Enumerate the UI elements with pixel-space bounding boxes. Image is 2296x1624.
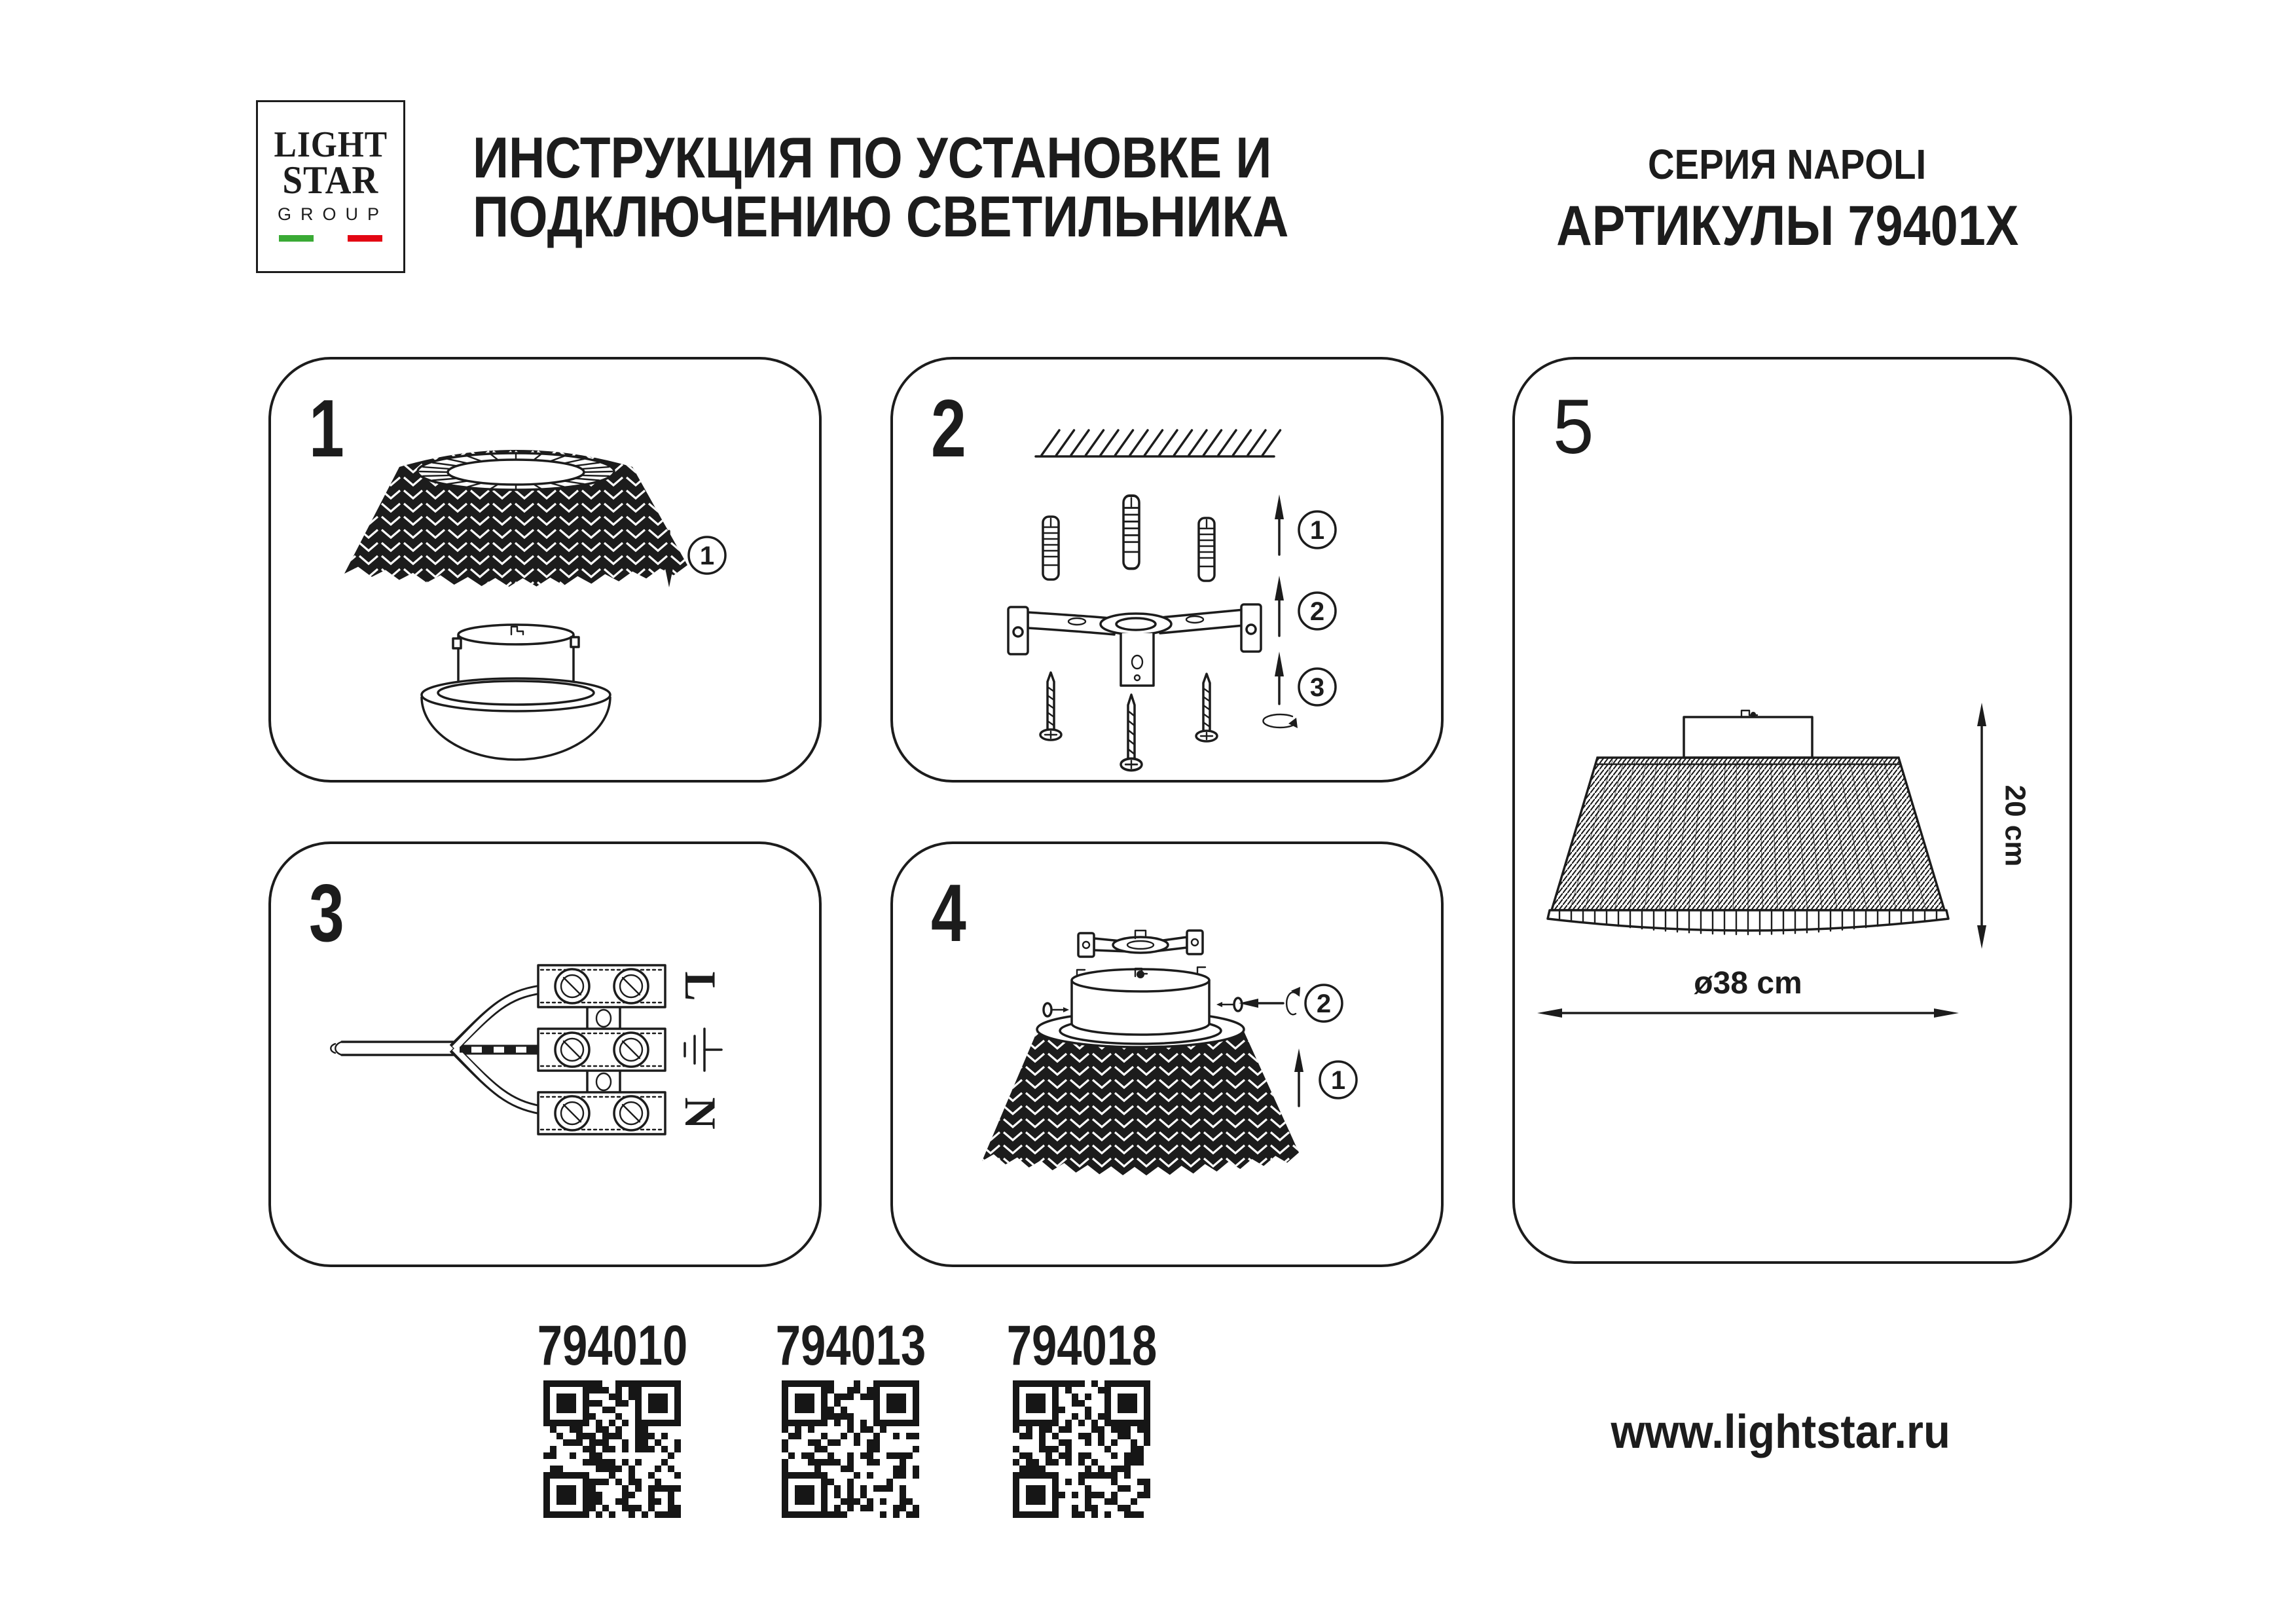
flag-green (279, 235, 314, 242)
screw-in-arrow-icon (1263, 652, 1298, 728)
fasten-screw-arrow-icon (1239, 987, 1300, 1014)
step-1-illustration (268, 357, 822, 783)
flag-red (348, 235, 382, 242)
svg-text:1: 1 (1330, 1066, 1346, 1095)
diameter-dimension-label: ø38 cm (1694, 966, 1802, 1001)
neutral-terminal-label: N (676, 1097, 725, 1130)
svg-text:2: 2 (1316, 989, 1332, 1018)
step-3-panel (268, 841, 822, 1267)
step-2-illustration (890, 357, 1444, 783)
article-code-1: 794010 (537, 1314, 687, 1377)
step-3-illustration (268, 841, 822, 1267)
logo-group: GROUP (277, 204, 388, 224)
website-link: www.lightstar.ru (1611, 1406, 1951, 1458)
qr-code-794010 (543, 1380, 681, 1518)
callout-1-badge (1320, 1061, 1357, 1098)
step-4-panel (890, 841, 1444, 1267)
italian-flag-bar (279, 235, 382, 242)
mains-cable-drawing (331, 989, 541, 1110)
logo-light: LIGHT (274, 124, 388, 165)
screws-drawing (1040, 673, 1217, 770)
step-5-illustration (1512, 357, 2072, 1264)
qr-code-794013 (782, 1380, 919, 1518)
diameter-dimension (1537, 966, 1959, 1018)
step-2-panel (890, 357, 1444, 783)
callout-2-badge (1299, 593, 1336, 629)
step-1-number: 1 (309, 384, 344, 474)
step-5-panel (1512, 357, 2072, 1264)
step-4-illustration (890, 841, 1444, 1267)
articles-heading: АРТИКУЛЫ 79401X (1556, 194, 2019, 257)
step-3-number: 3 (309, 868, 344, 959)
earth-symbol-icon (685, 1029, 721, 1071)
attach-bracket-arrow-icon (1275, 576, 1284, 636)
article-code-3: 794018 (1006, 1314, 1157, 1377)
svg-text:3: 3 (1309, 673, 1325, 702)
callout-1-badge (1299, 511, 1336, 548)
height-dimension-label: 20 cm (1999, 784, 2032, 867)
ceiling-hatch-drawing (1036, 430, 1281, 456)
pleated-lampshade-drawing (344, 450, 687, 587)
callout-1-badge (689, 537, 725, 574)
terminal-block-drawing (538, 965, 665, 1134)
height-dimension (1977, 703, 2032, 949)
page-title (473, 125, 1289, 249)
flag-white (314, 235, 348, 242)
pleated-shade-drawing (982, 1012, 1299, 1175)
wall-plugs-drawing (1043, 496, 1214, 581)
lightstar-logo (256, 100, 405, 273)
svg-text:1: 1 (1309, 516, 1325, 545)
callout-3-badge (1299, 669, 1336, 705)
step-4-number: 4 (931, 868, 966, 959)
qr-code-794018 (1013, 1380, 1150, 1518)
page-title-line1: ИНСТРУКЦИЯ ПО УСТАНОВКЕ И (473, 125, 1272, 190)
series-name: СЕРИЯ NAPOLI (1648, 141, 1927, 188)
assembled-lamp-side-view (1548, 710, 1948, 934)
mounting-bracket-drawing (1008, 604, 1261, 686)
step-1-panel (268, 357, 822, 783)
svg-text:2: 2 (1309, 597, 1325, 626)
lift-shade-arrow-icon (1294, 1048, 1303, 1106)
live-terminal-label: L (676, 971, 725, 1001)
svg-text:1: 1 (699, 542, 715, 570)
callout-2-badge (1305, 985, 1342, 1022)
step-2-number: 2 (931, 384, 966, 474)
logo-star: STAR (282, 158, 379, 202)
page-title-line2: ПОДКЛЮЧЕНИЮ СВЕТИЛЬНИКА (473, 184, 1289, 249)
lamp-base-drawing (422, 625, 610, 760)
article-code-2: 794013 (775, 1314, 926, 1377)
insert-plugs-arrow-icon (1275, 494, 1284, 555)
step-5-number: 5 (1553, 384, 1594, 470)
